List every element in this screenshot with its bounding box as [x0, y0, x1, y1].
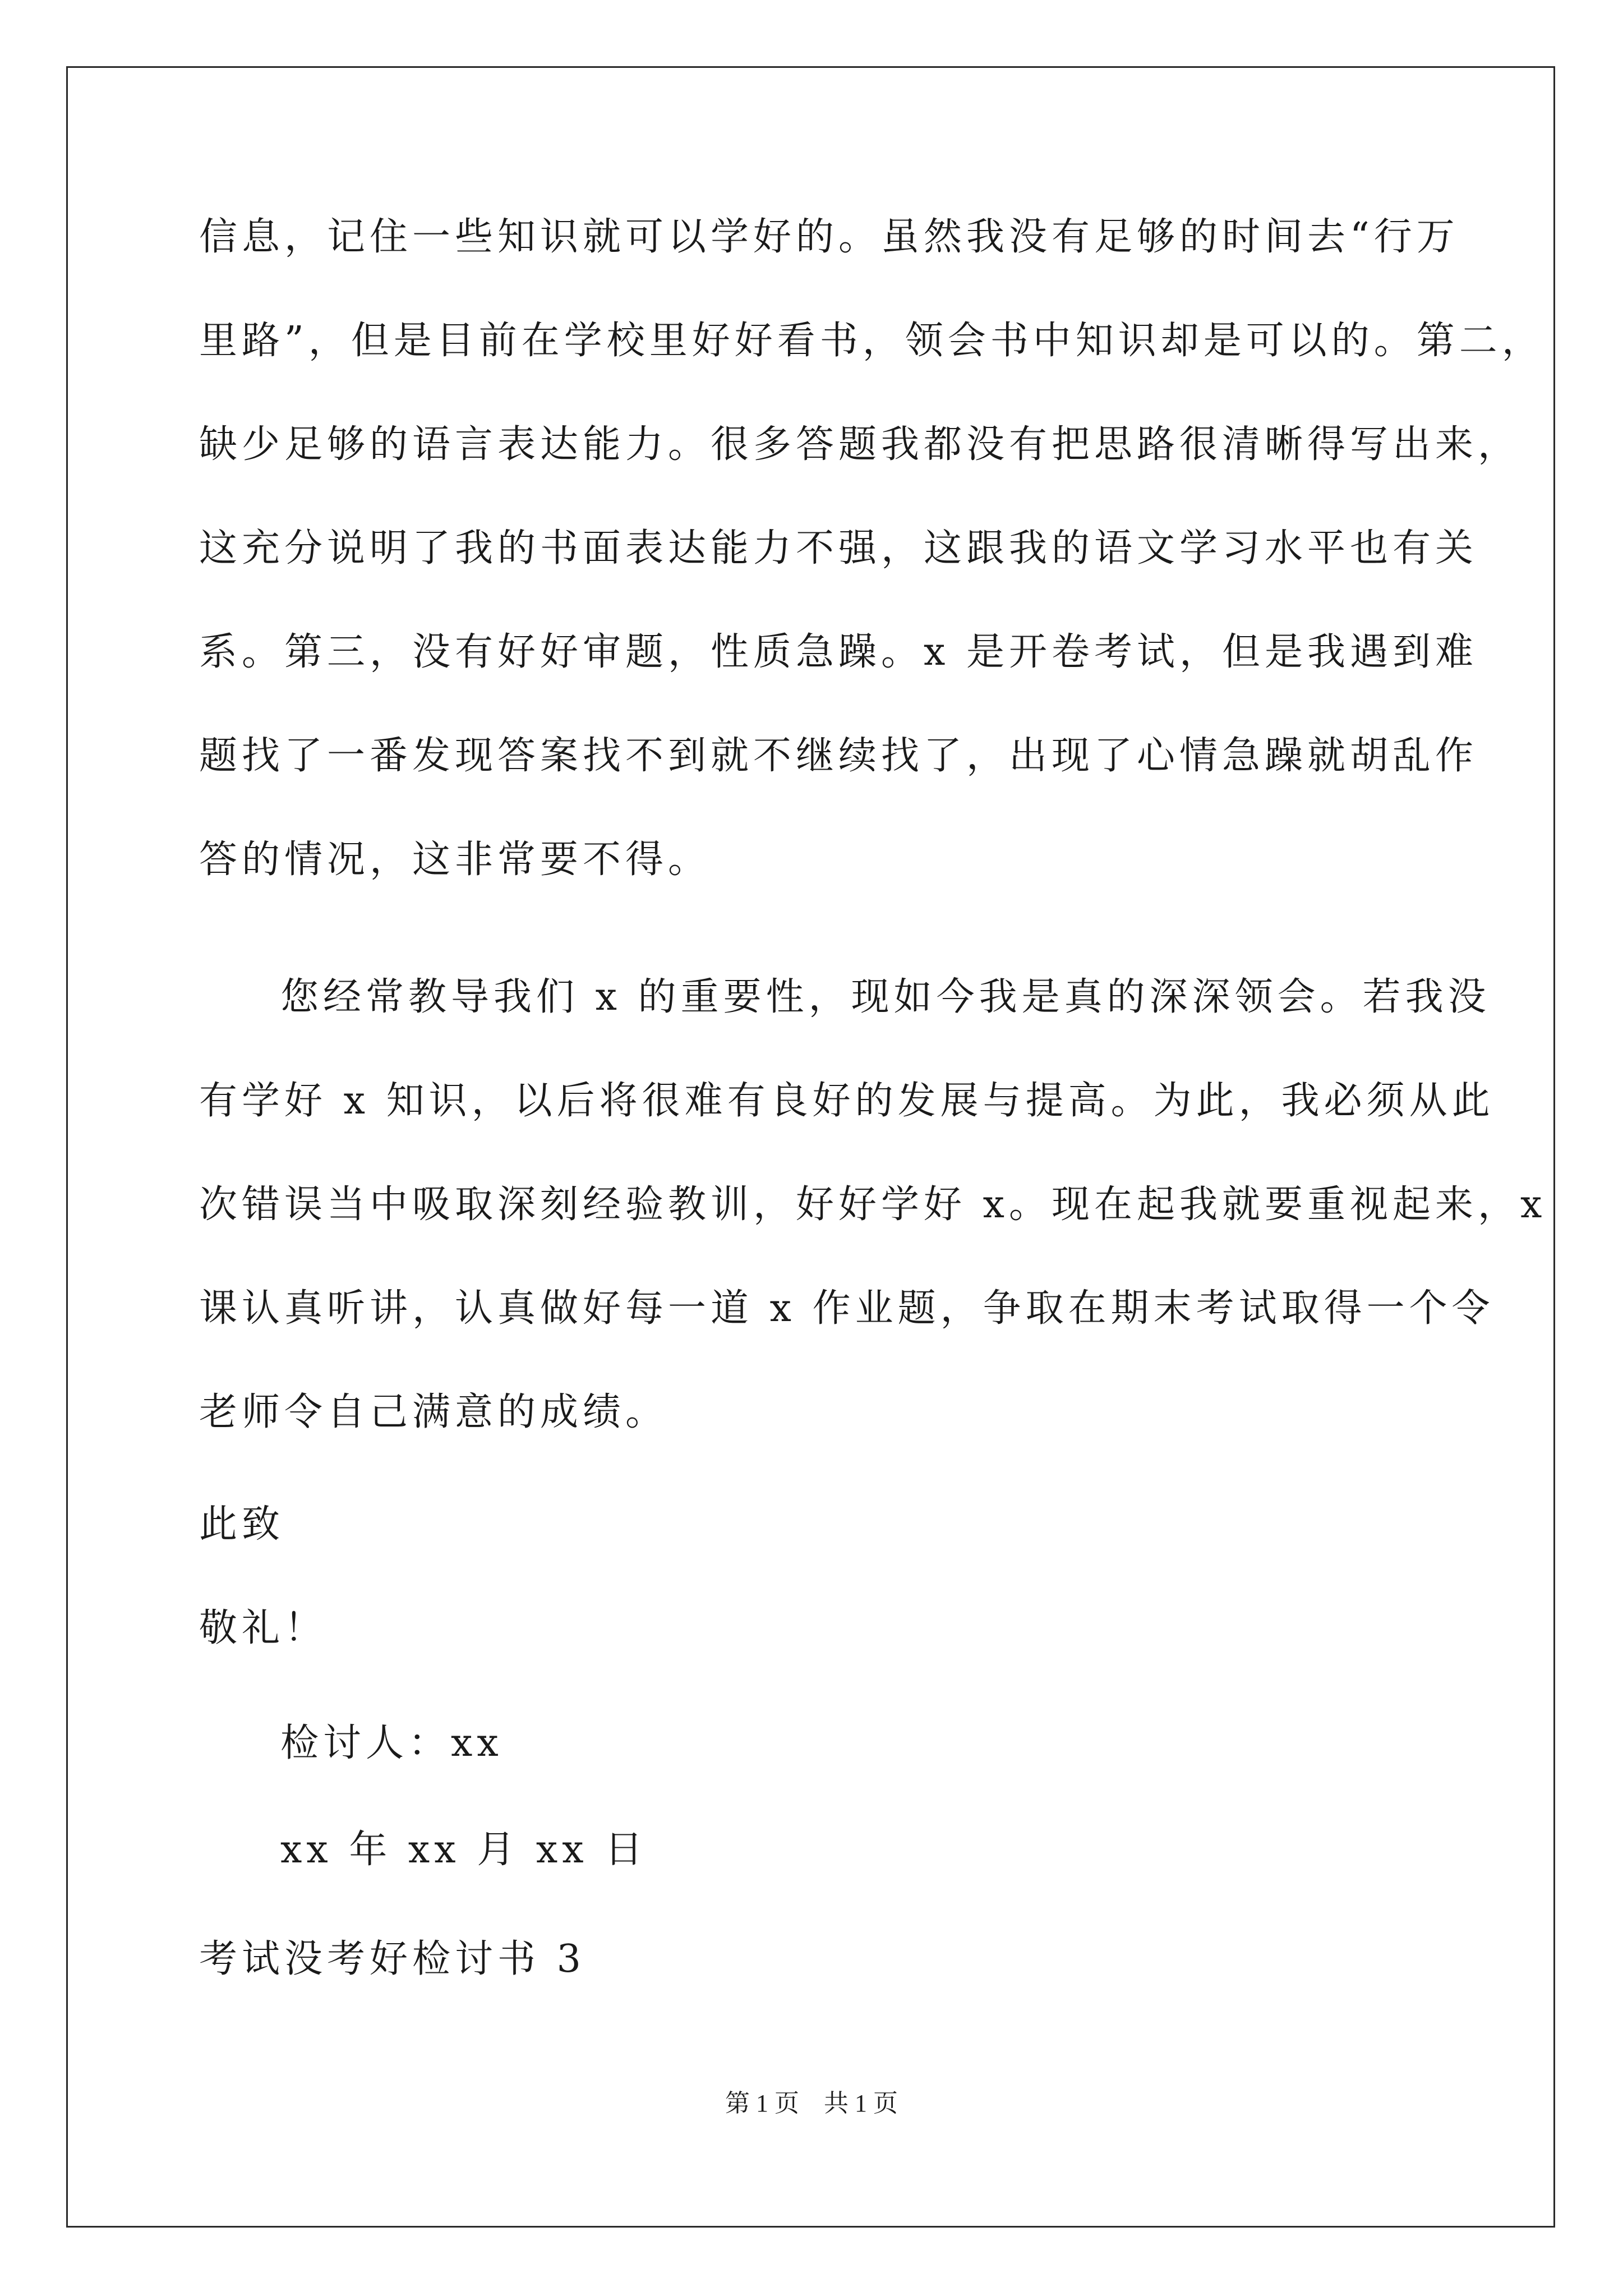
paragraph-line: 系。第三，没有好好审题，性质急躁。x 是开卷考试，但是我遇到难 [199, 630, 1478, 674]
closing-salutation: 此致 [199, 1502, 285, 1547]
date-line: xx 年 xx 月 xx 日 [280, 1828, 648, 1872]
paragraph-line: 缺少足够的语言表达能力。很多答题我都没有把思路很清晰得写出来， [199, 422, 1521, 467]
next-section-title: 考试没考好检讨书 3 [199, 1937, 585, 1981]
paragraph-line: 答的情况，这非常要不得。 [199, 838, 711, 882]
paragraph-line: 这充分说明了我的书面表达能力不强，这跟我的语文学习水平也有关 [199, 526, 1478, 570]
paragraph-line: 课认真听讲，认真做好每一道 x 作业题，争取在期末考试取得一个令 [199, 1286, 1495, 1331]
paragraph-line: 有学好 x 知识，以后将很难有良好的发展与提高。为此，我必须从此 [199, 1079, 1495, 1123]
signer-line: 检讨人：xx [280, 1721, 503, 1765]
paragraph-line: 信息，记住一些知识就可以学好的。虽然我没有足够的时间去“行万 [199, 215, 1459, 259]
page-border [66, 66, 1555, 2228]
paragraph-line: 次错误当中吸取深刻经验教训，好好学好 x。现在起我就要重视起来，x [199, 1182, 1547, 1227]
paragraph-line: 老师令自己满意的成绩。 [199, 1390, 668, 1434]
closing-regards: 敬礼！ [199, 1606, 328, 1650]
paragraph-line: 您经常教导我们 x 的重要性，现如今我是真的深深领会。若我没 [280, 975, 1491, 1019]
paragraph-line: 题找了一番发现答案找不到就不继续找了，出现了心情急躁就胡乱作 [199, 734, 1478, 778]
paragraph-line: 里路”，但是目前在学校里好好看书，领会书中知识却是可以的。第二， [199, 319, 1544, 363]
page-footer: 第 1 页 共 1 页 [725, 2090, 898, 2117]
